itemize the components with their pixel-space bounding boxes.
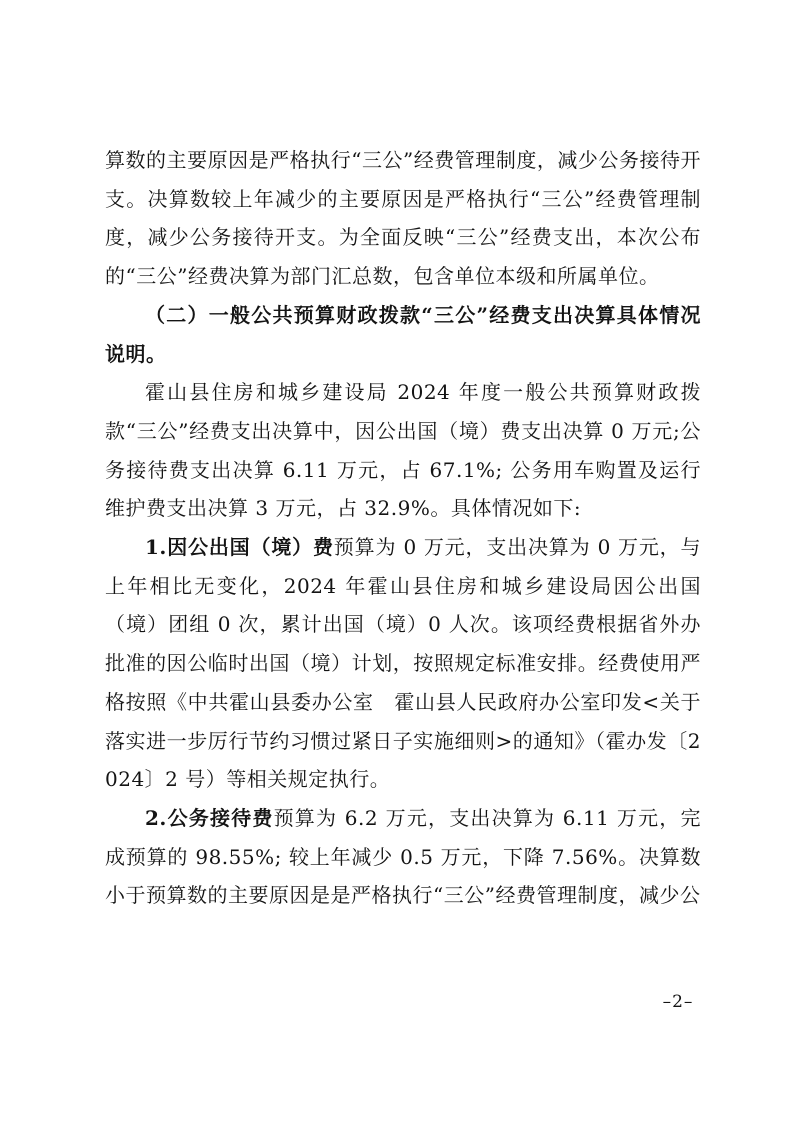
paragraph-text: 算数的主要原因是严格执行“三公”经费管理制度，减少公务接待开支。决算数较上年减少的主要原因是严格执行“三公”经费管理制度，减少公务接待开支。为全面反映“三公”经费支出，本次公布的“三公”经费决算为部门汇总数，包含单位本级和所属单位。: [105, 148, 701, 289]
paragraph-text: 预算为 6.2 万元，支出决算为 6.11 万元，完成预算的 98.55%; 较上年减少 0.5 万元，下降 7.56%。决算数小于预算数的主要原因是是严格执行“三公”经费管理制度，减少公: [105, 805, 701, 908]
paragraph-text: 霍山县住房和城乡建设局 2024 年度一般公共预算财政拨款“三公”经费支出决算中，因公出国（境）费支出决算 0 万元;公务接待费支出决算 6.11 万元，占 67.1%; 公务用车购置及运行维护费支出决算 3 万元，占 32.9%。具体情况如下:: [105, 380, 701, 521]
body-paragraph-item-2: [105, 799, 701, 915]
body-paragraph-overview: [105, 373, 701, 528]
section-heading: [105, 296, 701, 373]
item-2-lead: 2.公务接待费: [145, 805, 274, 830]
paragraph-text: 预算为 0 万元，支出决算为 0 万元，与上年相比无变化，2024 年霍山县住房和城乡建设局因公出国（境）团组 0 次，累计出国（境）0 人次。该项经费根据省外办批准的因公临时出国（境）计划，按照规定标准安排。经费使用严格按照《中共霍山县委办公室 霍山县人民政府办公室印发<关于落实进一步厉行节约习惯过紧日子实施细则>的通知》（霍办发〔2024〕2 号）等相关规定执行。: [105, 535, 701, 792]
body-paragraph-continuation: [105, 141, 701, 296]
body-paragraph-item-1: [105, 528, 701, 799]
section-heading-text: （二）一般公共预算财政拨款“三公”经费支出决算具体情况说明。: [105, 302, 701, 366]
page-number: –2–: [662, 992, 694, 1012]
document-body: [105, 141, 701, 915]
item-1-lead: 1.因公出国（境）费: [145, 535, 334, 560]
